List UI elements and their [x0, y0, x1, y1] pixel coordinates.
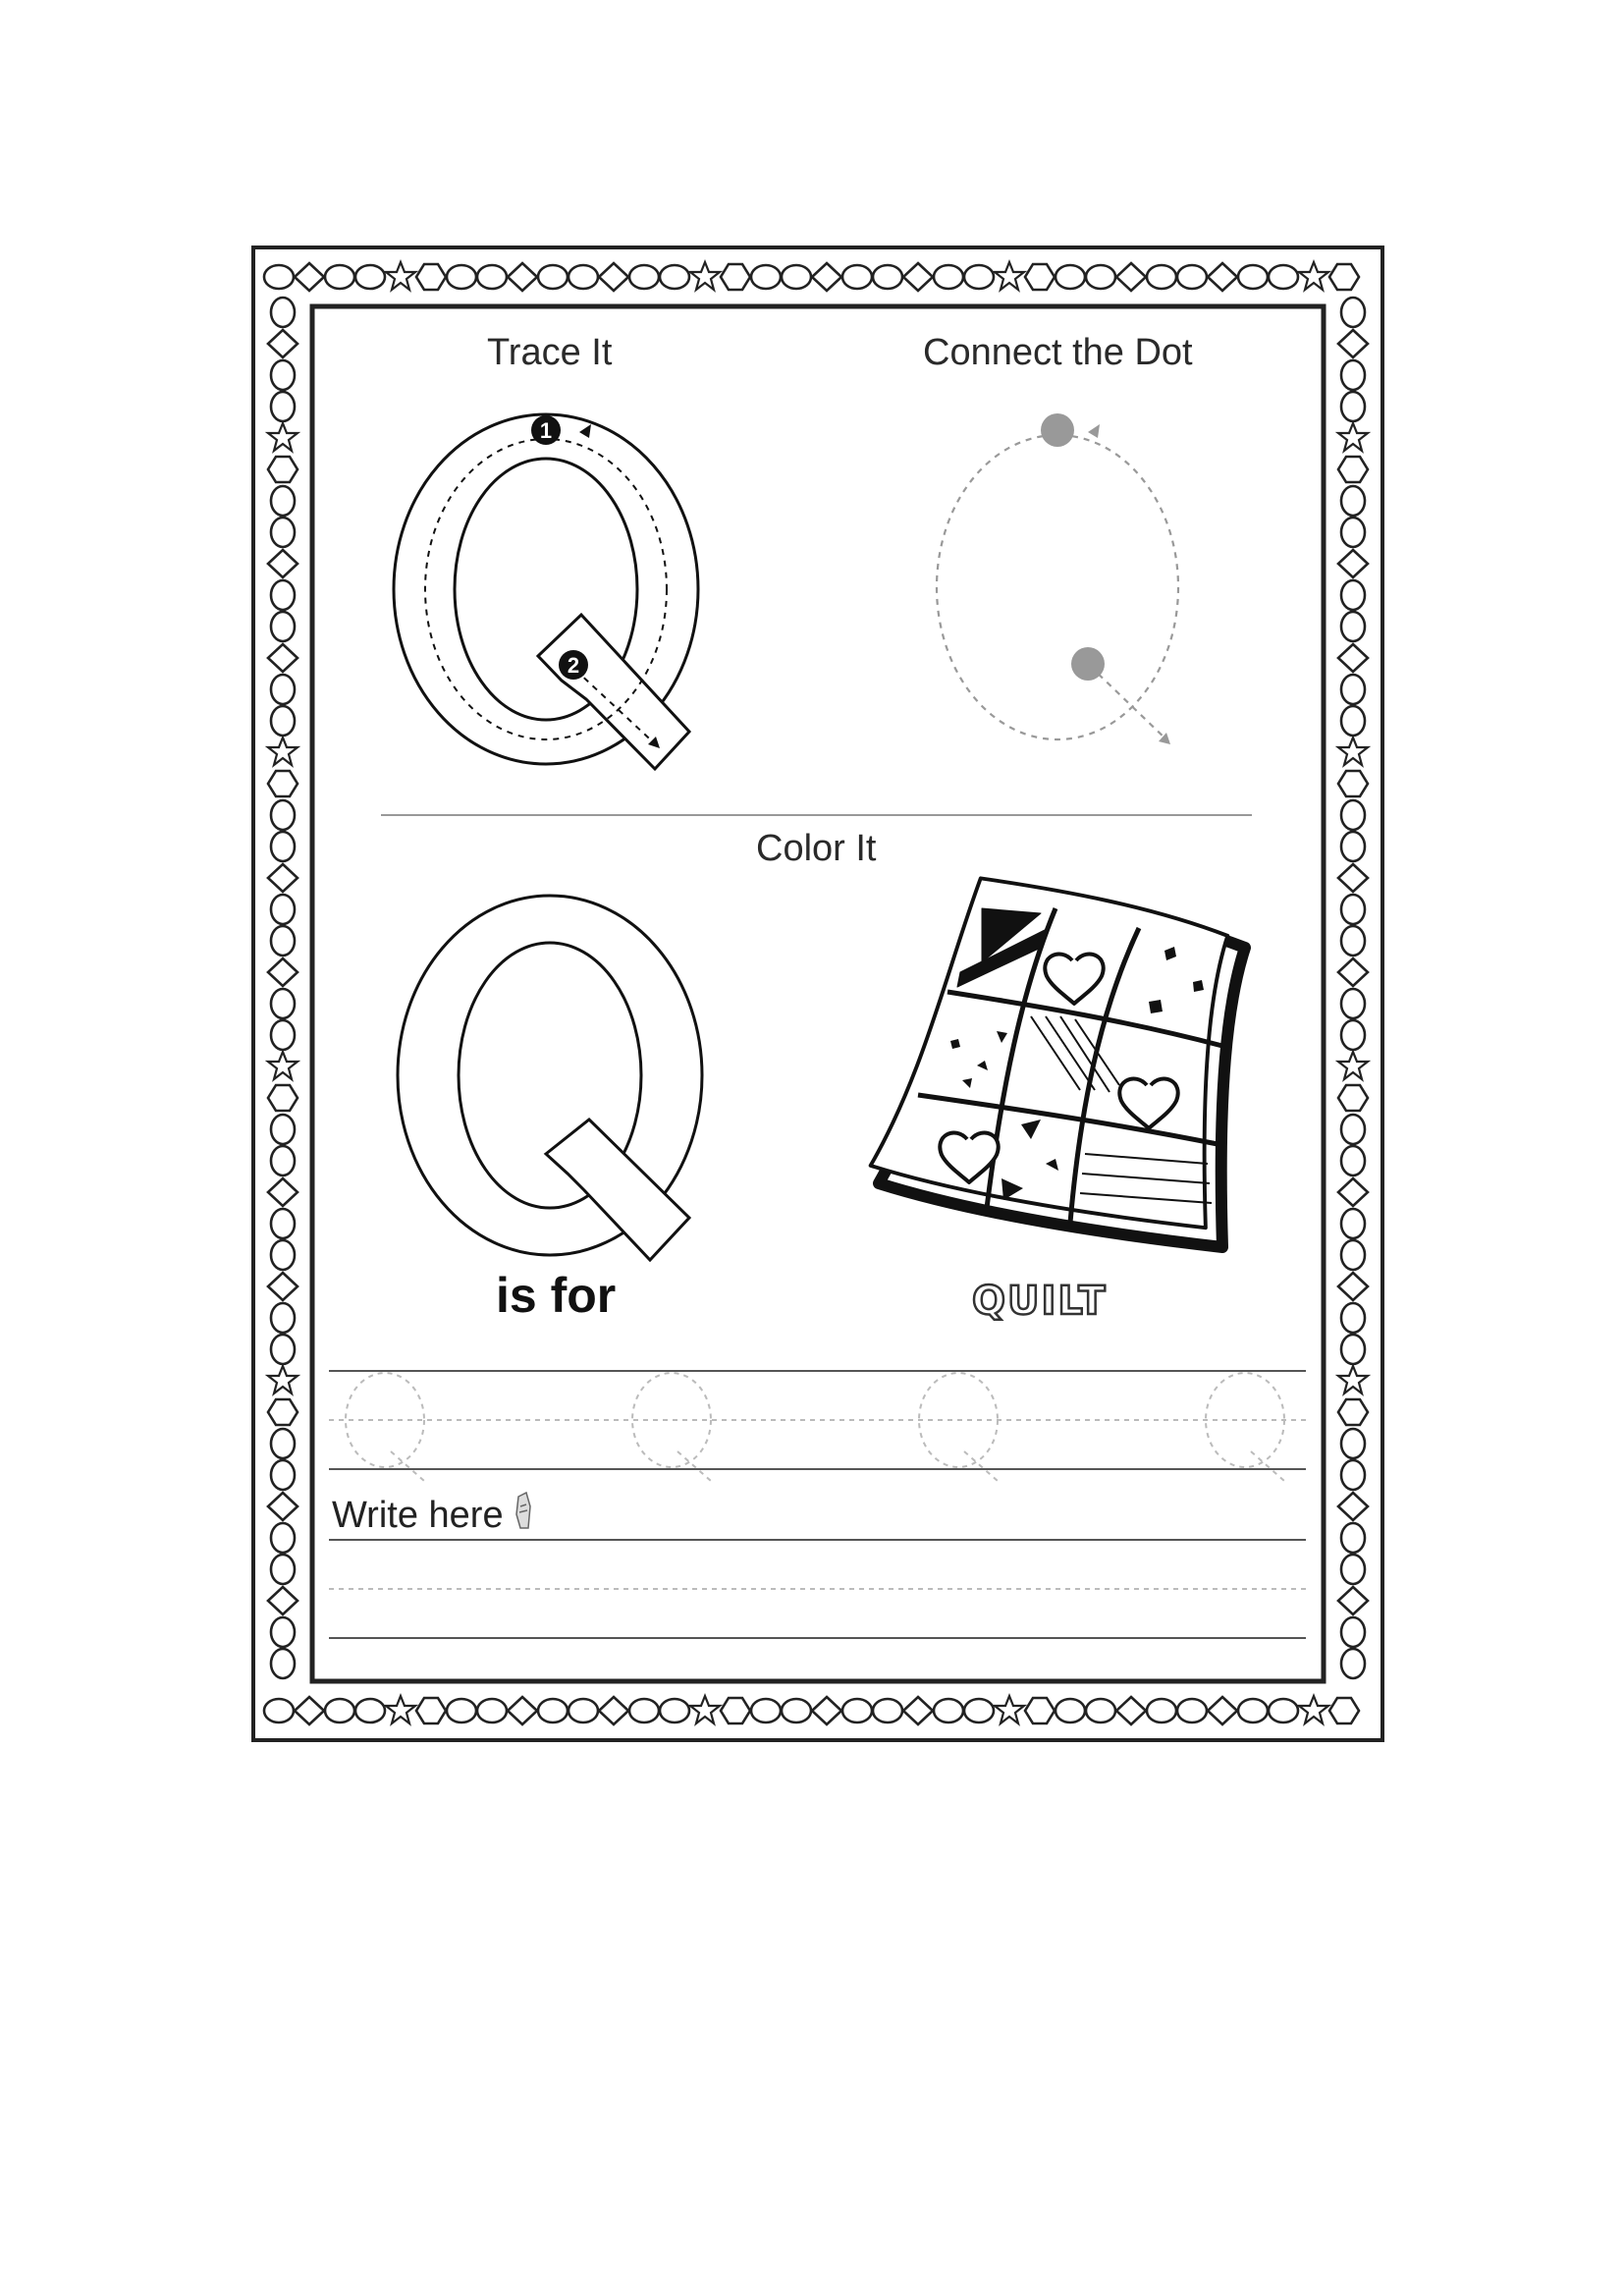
dashed-q-tail [391, 1451, 424, 1481]
border-shape [271, 580, 295, 610]
border-shape [1341, 989, 1365, 1018]
border-shape [1329, 264, 1359, 290]
border-shape [903, 263, 933, 291]
connect-dot-q [937, 435, 1178, 741]
border-shape [271, 1146, 295, 1175]
border-shape [812, 263, 841, 291]
border-shape [1116, 1697, 1146, 1724]
border-shape [1338, 1587, 1368, 1614]
dashed-q-row [346, 1373, 1284, 1481]
border-shape [325, 265, 354, 289]
border-shape [1338, 771, 1368, 796]
border-shape [1341, 518, 1365, 547]
border-shape [271, 612, 295, 641]
border-shape [842, 265, 872, 289]
border-shape [268, 1366, 298, 1394]
picture-word: QUILT [972, 1279, 1108, 1324]
border-shape [1238, 1699, 1268, 1722]
border-shape [568, 1699, 598, 1722]
border-shape [1338, 1366, 1368, 1394]
border-shape [1177, 265, 1207, 289]
start-dot [1041, 413, 1074, 447]
border-shape [1341, 580, 1365, 610]
border-shape [1299, 1696, 1328, 1723]
border-shape [995, 1696, 1024, 1723]
border-shape [1208, 1697, 1237, 1724]
quilt-illustration [871, 878, 1245, 1247]
border-shape [1338, 1178, 1368, 1206]
border-shape [782, 265, 811, 289]
border-shape [271, 895, 295, 924]
border-shape [690, 1696, 720, 1723]
border-shape [271, 926, 295, 956]
border-shape [1338, 644, 1368, 672]
border-shape [1299, 262, 1328, 290]
border-shape [268, 738, 298, 765]
border-shape [271, 1335, 295, 1364]
border-shape [1086, 265, 1115, 289]
border-shape [1269, 1699, 1298, 1722]
border-shape [1329, 1698, 1359, 1723]
border-shape [1056, 265, 1085, 289]
border-shape [1025, 1698, 1055, 1723]
border-shape [1116, 263, 1146, 291]
write-row [329, 1540, 1306, 1638]
border-shape [1056, 1699, 1085, 1722]
writing-hand-icon [516, 1493, 530, 1528]
border-shape [477, 265, 507, 289]
trace-letter-q [394, 414, 698, 769]
border-shape [1341, 1020, 1365, 1050]
border-shape [416, 264, 446, 290]
border-shape [995, 262, 1024, 290]
border-shape [721, 1698, 750, 1723]
border-shape [599, 263, 628, 291]
border-shape [271, 1429, 295, 1458]
border-shape [1341, 1617, 1365, 1647]
border-shape [268, 771, 298, 796]
border-shape [1086, 1699, 1115, 1722]
border-shape [268, 1273, 298, 1300]
border-shape [271, 1115, 295, 1144]
border-shape [1341, 1146, 1365, 1175]
border-shape [271, 1523, 295, 1553]
border-shape [721, 264, 750, 290]
border-shape [271, 392, 295, 421]
border-shape [1341, 675, 1365, 704]
border-shape [842, 1699, 872, 1722]
border-shape [508, 1697, 537, 1724]
border-shape [295, 263, 324, 291]
border-shape [447, 265, 476, 289]
border-shape [355, 1699, 385, 1722]
border-shape [386, 1696, 415, 1723]
border-shape [268, 457, 298, 482]
border-shape [1338, 1273, 1368, 1300]
border-shape [1338, 423, 1368, 451]
border-shape [964, 1699, 994, 1722]
border-shape [268, 550, 298, 577]
stroke-number-2 [559, 650, 588, 680]
border-shape [1341, 1209, 1365, 1238]
border-shape [271, 360, 295, 390]
border-shape [873, 265, 902, 289]
border-shape [1341, 1460, 1365, 1490]
border-shape [1269, 265, 1298, 289]
border-shape [271, 1617, 295, 1647]
border-shape [1338, 1085, 1368, 1111]
border-shape [271, 1649, 295, 1678]
border-shape [271, 706, 295, 736]
border-shape [1341, 612, 1365, 641]
border-shape [964, 265, 994, 289]
border-shape [782, 1699, 811, 1722]
border-shape [660, 1699, 689, 1722]
border-shape [1341, 1335, 1365, 1364]
border-shape [268, 423, 298, 451]
border-shape [271, 298, 295, 327]
border-shape [934, 1699, 963, 1722]
border-shape [271, 1240, 295, 1270]
border-shape [1147, 265, 1176, 289]
border-shape [1341, 895, 1365, 924]
border-shape [1341, 1523, 1365, 1553]
border-shape [1338, 864, 1368, 892]
border-shape [1338, 958, 1368, 986]
border-shape [568, 265, 598, 289]
border-shape [271, 1209, 295, 1238]
border-shape [812, 1697, 841, 1724]
border-shape [264, 1699, 294, 1722]
border-shape [268, 330, 298, 357]
border-shape [1341, 1240, 1365, 1270]
border-shape [1341, 1649, 1365, 1678]
border-shape [268, 1399, 298, 1425]
border-shape [629, 265, 659, 289]
dashed-q-tail [1251, 1451, 1284, 1481]
border-shape [1341, 706, 1365, 736]
border-shape [295, 1697, 324, 1724]
connect-dot-title: Connect the Dot [923, 332, 1193, 373]
color-it-title: Color It [756, 828, 877, 869]
border-shape [1341, 832, 1365, 861]
border-shape [271, 832, 295, 861]
border-shape [1238, 265, 1268, 289]
border-shape [268, 864, 298, 892]
border-shape [1177, 1699, 1207, 1722]
border-shape [873, 1699, 902, 1722]
border-shape [268, 1085, 298, 1111]
border-shape [271, 1020, 295, 1050]
border-shape [1338, 457, 1368, 482]
border-shape [271, 1555, 295, 1584]
write-here-label: Write here [332, 1495, 504, 1536]
border-shape [1338, 738, 1368, 765]
border-shape [447, 1699, 476, 1722]
border-shape [416, 1698, 446, 1723]
border-shape [1341, 1429, 1365, 1458]
border-shape [660, 265, 689, 289]
border-shape [1341, 486, 1365, 516]
border-shape [934, 265, 963, 289]
second-dot [1071, 647, 1105, 681]
border-shape [264, 265, 294, 289]
border-shape [1341, 1555, 1365, 1584]
border-shape [629, 1699, 659, 1722]
color-letter-q [398, 896, 702, 1260]
border-shape [271, 1303, 295, 1333]
border-shape [599, 1697, 628, 1724]
border-shape [538, 1699, 568, 1722]
border-shape [268, 1587, 298, 1614]
border-shape [1338, 1052, 1368, 1079]
border-shape [1341, 800, 1365, 830]
border-shape [271, 518, 295, 547]
border-shape [538, 265, 568, 289]
svg-text:1: 1 [539, 418, 553, 443]
border-shape [1341, 1303, 1365, 1333]
border-shape [1147, 1699, 1176, 1722]
border-shape [1208, 263, 1237, 291]
svg-text:2: 2 [567, 653, 580, 678]
border-shape [1341, 1115, 1365, 1144]
border-shape [1341, 360, 1365, 390]
border-shape [268, 1493, 298, 1520]
border-shape [1338, 1493, 1368, 1520]
border-shape [903, 1697, 933, 1724]
border-shape [268, 644, 298, 672]
border-shape [1338, 1399, 1368, 1425]
border-shape [1341, 392, 1365, 421]
border-shape [1341, 926, 1365, 956]
border-shape [325, 1699, 354, 1722]
border-shape [271, 675, 295, 704]
border-shape [1025, 264, 1055, 290]
border-shape [1341, 298, 1365, 327]
border-shape [268, 958, 298, 986]
border-shape [271, 486, 295, 516]
dashed-q-tail [677, 1451, 711, 1481]
border-shape [271, 1460, 295, 1490]
dashed-q-tail [964, 1451, 998, 1481]
stroke-number-1 [531, 415, 561, 445]
border-shape [751, 265, 781, 289]
is-for-label: is for [496, 1268, 617, 1323]
trace-it-title: Trace It [487, 332, 613, 373]
border-shape [477, 1699, 507, 1722]
border-shape [268, 1178, 298, 1206]
border-shape [386, 262, 415, 290]
border-shape [690, 262, 720, 290]
border-shape [355, 265, 385, 289]
border-shape [271, 989, 295, 1018]
border-shape [751, 1699, 781, 1722]
border-shape [508, 263, 537, 291]
border-shape [268, 1052, 298, 1079]
border-shape [1338, 330, 1368, 357]
border-shape [271, 800, 295, 830]
border-shape [1338, 550, 1368, 577]
tracing-row [329, 1371, 1306, 1469]
